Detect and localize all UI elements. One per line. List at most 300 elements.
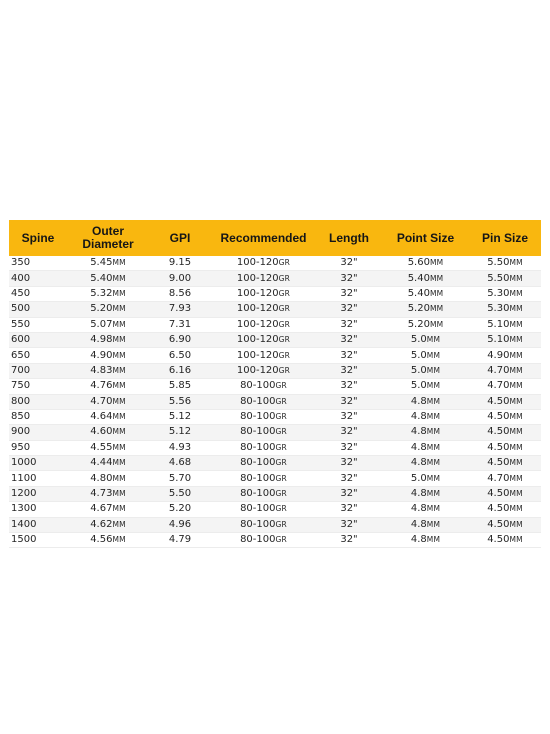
cell-recommended-rec-value: 100-120 [236, 364, 279, 376]
cell-outer-diameter [67, 332, 149, 347]
table-row [9, 256, 541, 271]
cell-recommended-rec-unit: GR [278, 365, 291, 375]
cell-length-length: 32" [340, 318, 358, 330]
cell-pin-size-pin-unit: MM [509, 319, 523, 329]
cell-pin-size-pin-unit: MM [509, 304, 523, 314]
cell-pin-size-pin-value: 4.50 [487, 488, 510, 500]
cell-point-size [382, 471, 469, 486]
cell-point-size-point-unit: MM [426, 412, 441, 422]
cell-recommended-rec-unit: GR [275, 396, 287, 406]
cell-recommended [211, 302, 316, 317]
cell-outer-diameter-outer-unit: MM [112, 365, 126, 375]
table-row [9, 286, 541, 301]
cell-pin-size-pin-unit: MM [509, 504, 523, 514]
cell-spine [9, 379, 67, 394]
cell-gpi [149, 394, 211, 409]
cell-spine-spine: 1500 [11, 534, 37, 546]
cell-point-size-point-value: 5.0 [410, 472, 427, 484]
cell-gpi [149, 486, 211, 501]
cell-point-size [382, 379, 469, 394]
cell-gpi-gpi: 9.15 [168, 257, 192, 269]
cell-pin-size-pin-unit: MM [509, 535, 523, 545]
cell-pin-size-pin-unit: MM [509, 473, 523, 483]
cell-pin-size-pin-unit: MM [509, 381, 523, 391]
cell-pin-size-pin-value: 5.50 [487, 272, 510, 284]
header-point-size: Point Size [382, 220, 469, 256]
cell-pin-size-pin-unit: MM [509, 458, 523, 468]
cell-pin-size-pin-value: 4.50 [487, 503, 510, 515]
table-row [9, 363, 541, 378]
cell-length [316, 363, 382, 378]
table-row [9, 379, 541, 394]
cell-outer-diameter [67, 517, 149, 532]
cell-pin-size [469, 348, 541, 363]
cell-spine-spine: 850 [11, 411, 31, 423]
cell-gpi [149, 471, 211, 486]
cell-spine [9, 394, 67, 409]
cell-length-length: 32" [340, 503, 358, 515]
cell-recommended-rec-unit: GR [275, 412, 287, 422]
cell-gpi-gpi: 5.12 [168, 426, 192, 438]
cell-length [316, 348, 382, 363]
cell-point-size [382, 440, 469, 455]
cell-outer-diameter-outer-value: 5.07 [90, 318, 113, 330]
cell-recommended [211, 379, 316, 394]
cell-pin-size [469, 394, 541, 409]
cell-recommended-rec-unit: GR [278, 350, 291, 360]
cell-spine-spine: 900 [11, 426, 31, 438]
cell-outer-diameter-outer-unit: MM [112, 273, 126, 283]
cell-gpi [149, 440, 211, 455]
cell-outer-diameter [67, 486, 149, 501]
cell-length [316, 456, 382, 471]
cell-gpi-gpi: 5.50 [168, 488, 192, 500]
cell-gpi [149, 286, 211, 301]
cell-gpi-gpi: 4.96 [168, 518, 192, 530]
cell-recommended [211, 332, 316, 347]
cell-spine [9, 440, 67, 455]
cell-length [316, 317, 382, 332]
cell-point-size-point-unit: MM [426, 442, 441, 452]
cell-recommended-rec-unit: GR [275, 489, 287, 499]
cell-recommended-rec-value: 80-100 [240, 534, 276, 546]
cell-recommended-rec-unit: GR [278, 273, 291, 283]
cell-point-size-point-unit: MM [429, 319, 444, 329]
cell-outer-diameter-outer-value: 4.56 [90, 534, 113, 546]
table-row [9, 486, 541, 501]
cell-gpi [149, 517, 211, 532]
cell-pin-size-pin-value: 4.50 [487, 411, 510, 423]
table-row [9, 456, 541, 471]
cell-outer-diameter-outer-value: 4.64 [90, 411, 113, 423]
cell-point-size-point-unit: MM [426, 335, 441, 345]
cell-point-size-point-value: 5.0 [410, 349, 427, 361]
cell-gpi-gpi: 4.93 [168, 441, 192, 453]
cell-recommended [211, 471, 316, 486]
cell-recommended [211, 348, 316, 363]
cell-pin-size [469, 379, 541, 394]
cell-outer-diameter-outer-unit: MM [112, 335, 126, 345]
cell-spine-spine: 400 [11, 272, 31, 284]
cell-recommended-rec-value: 100-120 [236, 349, 279, 361]
cell-pin-size-pin-unit: MM [509, 519, 523, 529]
cell-recommended-rec-unit: GR [278, 288, 291, 298]
cell-outer-diameter-outer-unit: MM [112, 412, 126, 422]
cell-recommended-rec-unit: GR [275, 427, 287, 437]
table-header-row [9, 220, 541, 256]
cell-pin-size-pin-unit: MM [509, 365, 523, 375]
cell-pin-size [469, 517, 541, 532]
cell-gpi [149, 533, 211, 548]
cell-pin-size-pin-value: 5.10 [487, 318, 510, 330]
cell-outer-diameter-outer-unit: MM [112, 519, 126, 529]
table-row [9, 425, 541, 440]
cell-recommended-rec-value: 80-100 [240, 380, 276, 392]
cell-spine-spine: 1300 [11, 503, 37, 515]
cell-length-length: 32" [340, 303, 358, 315]
cell-point-size-point-unit: MM [429, 288, 444, 298]
cell-spine-spine: 950 [11, 441, 31, 453]
header-recommended: Recommended [211, 220, 316, 256]
cell-point-size [382, 302, 469, 317]
cell-recommended-rec-value: 80-100 [240, 472, 276, 484]
cell-point-size-point-unit: MM [426, 504, 441, 514]
cell-pin-size [469, 471, 541, 486]
cell-length-length: 32" [340, 349, 358, 361]
cell-recommended-rec-unit: GR [278, 335, 291, 345]
cell-outer-diameter-outer-value: 5.32 [90, 287, 113, 299]
cell-pin-size-pin-value: 5.50 [487, 257, 510, 269]
cell-point-size-point-unit: MM [426, 350, 441, 360]
cell-gpi [149, 317, 211, 332]
cell-outer-diameter-outer-value: 5.20 [90, 303, 113, 315]
cell-recommended-rec-value: 100-120 [236, 303, 279, 315]
cell-outer-diameter-outer-value: 4.98 [90, 334, 113, 346]
cell-pin-size [469, 456, 541, 471]
cell-point-size-point-unit: MM [426, 427, 441, 437]
cell-pin-size-pin-value: 4.90 [487, 349, 510, 361]
cell-length-length: 32" [340, 257, 358, 269]
cell-outer-diameter [67, 302, 149, 317]
cell-point-size-point-unit: MM [429, 304, 444, 314]
cell-length-length: 32" [340, 380, 358, 392]
cell-pin-size [469, 486, 541, 501]
cell-spine-spine: 750 [11, 380, 31, 392]
cell-spine [9, 317, 67, 332]
cell-length-length: 32" [340, 272, 358, 284]
cell-outer-diameter-outer-unit: MM [112, 381, 126, 391]
cell-outer-diameter [67, 256, 149, 271]
cell-length-length: 32" [340, 411, 358, 423]
cell-spine [9, 409, 67, 424]
cell-gpi [149, 256, 211, 271]
cell-outer-diameter-outer-unit: MM [112, 350, 126, 360]
cell-spine [9, 332, 67, 347]
cell-spine-spine: 600 [11, 334, 31, 346]
cell-spine-spine: 650 [11, 349, 31, 361]
cell-length [316, 409, 382, 424]
table-row [9, 517, 541, 532]
cell-length-length: 32" [340, 472, 358, 484]
cell-point-size-point-value: 5.0 [410, 334, 427, 346]
cell-spine [9, 425, 67, 440]
cell-recommended [211, 363, 316, 378]
cell-point-size [382, 271, 469, 286]
cell-point-size [382, 409, 469, 424]
cell-outer-diameter [67, 379, 149, 394]
cell-gpi [149, 271, 211, 286]
cell-spine-spine: 1100 [11, 472, 37, 484]
cell-gpi-gpi: 4.79 [168, 534, 192, 546]
cell-point-size-point-value: 4.8 [410, 534, 427, 546]
cell-spine-spine: 1000 [11, 457, 37, 469]
cell-recommended [211, 425, 316, 440]
cell-length [316, 286, 382, 301]
cell-pin-size-pin-unit: MM [509, 258, 523, 268]
cell-length [316, 471, 382, 486]
cell-outer-diameter-outer-unit: MM [112, 427, 126, 437]
cell-outer-diameter-outer-value: 4.60 [90, 426, 113, 438]
cell-length [316, 425, 382, 440]
cell-outer-diameter-outer-value: 4.44 [90, 457, 113, 469]
cell-point-size-point-unit: MM [426, 396, 441, 406]
cell-outer-diameter [67, 456, 149, 471]
cell-recommended [211, 394, 316, 409]
cell-recommended-rec-value: 100-120 [236, 287, 279, 299]
cell-outer-diameter-outer-unit: MM [112, 489, 126, 499]
cell-length-length: 32" [340, 534, 358, 546]
cell-recommended [211, 486, 316, 501]
cell-length-length: 32" [340, 441, 358, 453]
cell-recommended-rec-value: 80-100 [240, 518, 276, 530]
cell-recommended-rec-value: 80-100 [240, 457, 276, 469]
header-gpi: GPI [149, 220, 211, 256]
cell-outer-diameter-outer-value: 4.67 [90, 503, 113, 515]
cell-pin-size-pin-unit: MM [509, 442, 523, 452]
cell-spine [9, 533, 67, 548]
cell-outer-diameter [67, 425, 149, 440]
cell-recommended-rec-unit: GR [275, 442, 287, 452]
cell-outer-diameter-outer-value: 4.62 [90, 518, 113, 530]
cell-point-size [382, 425, 469, 440]
cell-gpi [149, 379, 211, 394]
cell-spine-spine: 1200 [11, 488, 37, 500]
cell-spine-spine: 800 [11, 395, 31, 407]
cell-point-size-point-value: 5.40 [407, 287, 430, 299]
cell-outer-diameter-outer-unit: MM [112, 458, 126, 468]
cell-recommended-rec-value: 100-120 [236, 318, 279, 330]
cell-gpi-gpi: 6.16 [168, 364, 192, 376]
cell-recommended [211, 440, 316, 455]
cell-gpi-gpi: 6.50 [168, 349, 192, 361]
cell-pin-size [469, 440, 541, 455]
cell-spine [9, 471, 67, 486]
cell-pin-size-pin-value: 4.70 [487, 380, 510, 392]
cell-pin-size [469, 502, 541, 517]
cell-outer-diameter-outer-value: 4.73 [90, 488, 113, 500]
cell-outer-diameter-outer-unit: MM [112, 396, 126, 406]
cell-outer-diameter [67, 286, 149, 301]
cell-point-size [382, 332, 469, 347]
cell-outer-diameter-outer-unit: MM [112, 504, 126, 514]
cell-pin-size-pin-value: 4.50 [487, 518, 510, 530]
header-outer-diameter: Outer Diameter [67, 220, 149, 256]
cell-pin-size-pin-value: 4.70 [487, 364, 510, 376]
cell-gpi [149, 348, 211, 363]
table-row [9, 317, 541, 332]
cell-recommended-rec-value: 80-100 [240, 441, 276, 453]
arrow-spec-table-container [9, 220, 541, 548]
cell-point-size [382, 256, 469, 271]
cell-pin-size [469, 286, 541, 301]
cell-length-length: 32" [340, 426, 358, 438]
cell-outer-diameter-outer-unit: MM [112, 288, 126, 298]
cell-recommended-rec-value: 80-100 [240, 488, 276, 500]
cell-point-size-point-value: 5.0 [410, 380, 427, 392]
cell-point-size [382, 502, 469, 517]
cell-pin-size [469, 363, 541, 378]
cell-gpi-gpi: 5.85 [168, 380, 192, 392]
cell-length [316, 379, 382, 394]
cell-point-size-point-value: 5.0 [410, 364, 427, 376]
cell-spine [9, 502, 67, 517]
table-body [9, 256, 541, 548]
cell-outer-diameter [67, 409, 149, 424]
cell-recommended-rec-unit: GR [275, 458, 287, 468]
cell-outer-diameter-outer-value: 5.45 [90, 257, 113, 269]
cell-length [316, 302, 382, 317]
cell-point-size-point-unit: MM [426, 458, 441, 468]
cell-pin-size [469, 256, 541, 271]
table-row [9, 394, 541, 409]
cell-length-length: 32" [340, 518, 358, 530]
cell-point-size-point-value: 4.8 [410, 457, 427, 469]
cell-recommended-rec-unit: GR [278, 304, 291, 314]
cell-gpi-gpi: 5.70 [168, 472, 192, 484]
cell-length [316, 256, 382, 271]
cell-length [316, 502, 382, 517]
cell-gpi [149, 456, 211, 471]
cell-recommended-rec-value: 80-100 [240, 411, 276, 423]
cell-pin-size [469, 302, 541, 317]
cell-gpi-gpi: 5.56 [168, 395, 192, 407]
cell-point-size [382, 394, 469, 409]
cell-spine-spine: 500 [11, 303, 31, 315]
cell-outer-diameter-outer-value: 4.80 [90, 472, 113, 484]
cell-length-length: 32" [340, 334, 358, 346]
table-row [9, 533, 541, 548]
cell-pin-size-pin-value: 4.70 [487, 472, 510, 484]
cell-pin-size-pin-unit: MM [509, 350, 523, 360]
cell-gpi-gpi: 8.56 [168, 287, 192, 299]
cell-pin-size-pin-value: 5.30 [487, 303, 510, 315]
header-length: Length [316, 220, 382, 256]
cell-recommended-rec-value: 100-120 [236, 334, 279, 346]
cell-pin-size-pin-unit: MM [509, 396, 523, 406]
cell-point-size-point-value: 4.8 [410, 503, 427, 515]
cell-point-size-point-unit: MM [426, 519, 441, 529]
cell-spine [9, 517, 67, 532]
cell-point-size-point-unit: MM [429, 258, 444, 268]
cell-point-size-point-value: 5.20 [407, 318, 430, 330]
cell-pin-size-pin-value: 5.10 [487, 334, 510, 346]
cell-outer-diameter-outer-unit: MM [112, 535, 126, 545]
cell-gpi-gpi: 5.12 [168, 411, 192, 423]
cell-pin-size [469, 409, 541, 424]
cell-pin-size-pin-value: 4.50 [487, 426, 510, 438]
cell-recommended-rec-unit: GR [278, 319, 291, 329]
cell-outer-diameter [67, 533, 149, 548]
table-row [9, 348, 541, 363]
cell-point-size-point-value: 4.8 [410, 518, 427, 530]
cell-pin-size [469, 317, 541, 332]
cell-pin-size-pin-unit: MM [509, 427, 523, 437]
cell-length-length: 32" [340, 364, 358, 376]
cell-spine [9, 363, 67, 378]
cell-gpi [149, 302, 211, 317]
cell-length [316, 332, 382, 347]
cell-point-size-point-unit: MM [426, 473, 441, 483]
arrow-spec-table [9, 220, 541, 548]
cell-point-size-point-value: 4.8 [410, 411, 427, 423]
cell-recommended-rec-unit: GR [275, 504, 287, 514]
cell-point-size [382, 286, 469, 301]
cell-spine-spine: 1400 [11, 518, 37, 530]
cell-outer-diameter [67, 317, 149, 332]
cell-outer-diameter-outer-unit: MM [112, 473, 126, 483]
cell-gpi [149, 409, 211, 424]
cell-point-size [382, 517, 469, 532]
cell-recommended-rec-unit: GR [275, 473, 287, 483]
cell-outer-diameter [67, 394, 149, 409]
cell-pin-size [469, 425, 541, 440]
cell-point-size [382, 456, 469, 471]
cell-gpi-gpi: 7.31 [168, 318, 192, 330]
cell-point-size [382, 486, 469, 501]
cell-outer-diameter-outer-unit: MM [112, 258, 126, 268]
cell-outer-diameter [67, 363, 149, 378]
cell-point-size-point-value: 4.8 [410, 395, 427, 407]
cell-gpi-gpi: 7.93 [168, 303, 192, 315]
cell-gpi-gpi: 6.90 [168, 334, 192, 346]
cell-length [316, 440, 382, 455]
cell-point-size [382, 348, 469, 363]
cell-gpi [149, 363, 211, 378]
cell-spine-spine: 350 [11, 257, 31, 269]
cell-pin-size-pin-value: 5.30 [487, 287, 510, 299]
cell-pin-size-pin-unit: MM [509, 335, 523, 345]
cell-length [316, 486, 382, 501]
cell-outer-diameter-outer-unit: MM [112, 442, 126, 452]
cell-outer-diameter-outer-value: 5.40 [90, 272, 113, 284]
cell-pin-size [469, 271, 541, 286]
cell-point-size-point-value: 5.60 [407, 257, 430, 269]
cell-length-length: 32" [340, 457, 358, 469]
cell-spine-spine: 550 [11, 318, 31, 330]
cell-outer-diameter-outer-value: 4.70 [90, 395, 113, 407]
cell-pin-size-pin-unit: MM [509, 412, 523, 422]
cell-pin-size-pin-value: 4.50 [487, 534, 510, 546]
cell-outer-diameter-outer-value: 4.90 [90, 349, 113, 361]
table-row [9, 332, 541, 347]
cell-outer-diameter [67, 440, 149, 455]
cell-length [316, 533, 382, 548]
cell-recommended-rec-unit: GR [275, 519, 287, 529]
table-row [9, 502, 541, 517]
cell-pin-size-pin-value: 4.50 [487, 441, 510, 453]
cell-point-size-point-value: 4.8 [410, 441, 427, 453]
table-row [9, 440, 541, 455]
